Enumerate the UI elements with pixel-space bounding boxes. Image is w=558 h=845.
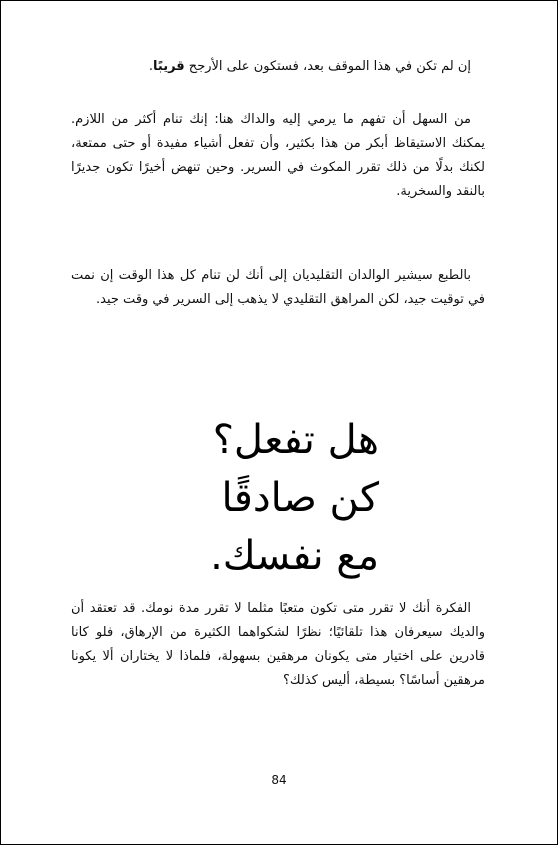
paragraph-1-bold-word: قريبًا (153, 59, 185, 74)
paragraph-3 (71, 264, 485, 312)
heading-line-3: مع نفسك. (210, 533, 379, 579)
paragraph-1 (71, 55, 485, 79)
heading-line-1: هل تفعل؟ (212, 417, 379, 463)
paragraph-4-text: الفكرة أنك لا تقرر متى تكون متعبًا مثلما لا تقرر مدة نومك. قد تعتقد أن والديك سيعرفان هذا تلقائيًا؛ نظرًا لشكواهما الكثيرة من الإرهاق، فلو كانا قادرين على اختيار متى يكونان مرهقين بسهولة، فلماذا لا يختاران ألا يكونا مرهقين أساسًا؟ بسيطة، أليس كذلك؟ (71, 601, 485, 688)
page-number: 84 (271, 773, 287, 787)
paragraph-4 (71, 597, 485, 693)
paragraph-2-text: من السهل أن تفهم ما يرمي إليه والداك هنا: إنك تنام أكثر من اللازم. يمكنك الاستيقاظ أبكر من هذا بكثير، وأن تفعل أشياء مفيدة أو حتى ممتعة، لكنك بدلًا من ذلك تقرر المكوث في السرير. وحين تنهض أخيرًا تكون جديرًا بالنقد والسخرية. (71, 112, 485, 199)
heading-line-2: كن صادقًا (221, 475, 379, 521)
paragraph-1-end: . (148, 59, 153, 74)
paragraph-2 (71, 108, 485, 204)
pull-quote-heading (71, 411, 485, 585)
paragraph-1-text: إن لم تكن في هذا الموقف بعد، فستكون على الأرجح (184, 59, 471, 74)
paragraph-3-text: بالطبع سيشير الوالدان التقليديان إلى أنك لن تنام كل هذا الوقت إن نمت في توقيت جيد، لكن المراهق التقليدي لا يذهب إلى السرير في وقت جيد. (71, 268, 485, 307)
